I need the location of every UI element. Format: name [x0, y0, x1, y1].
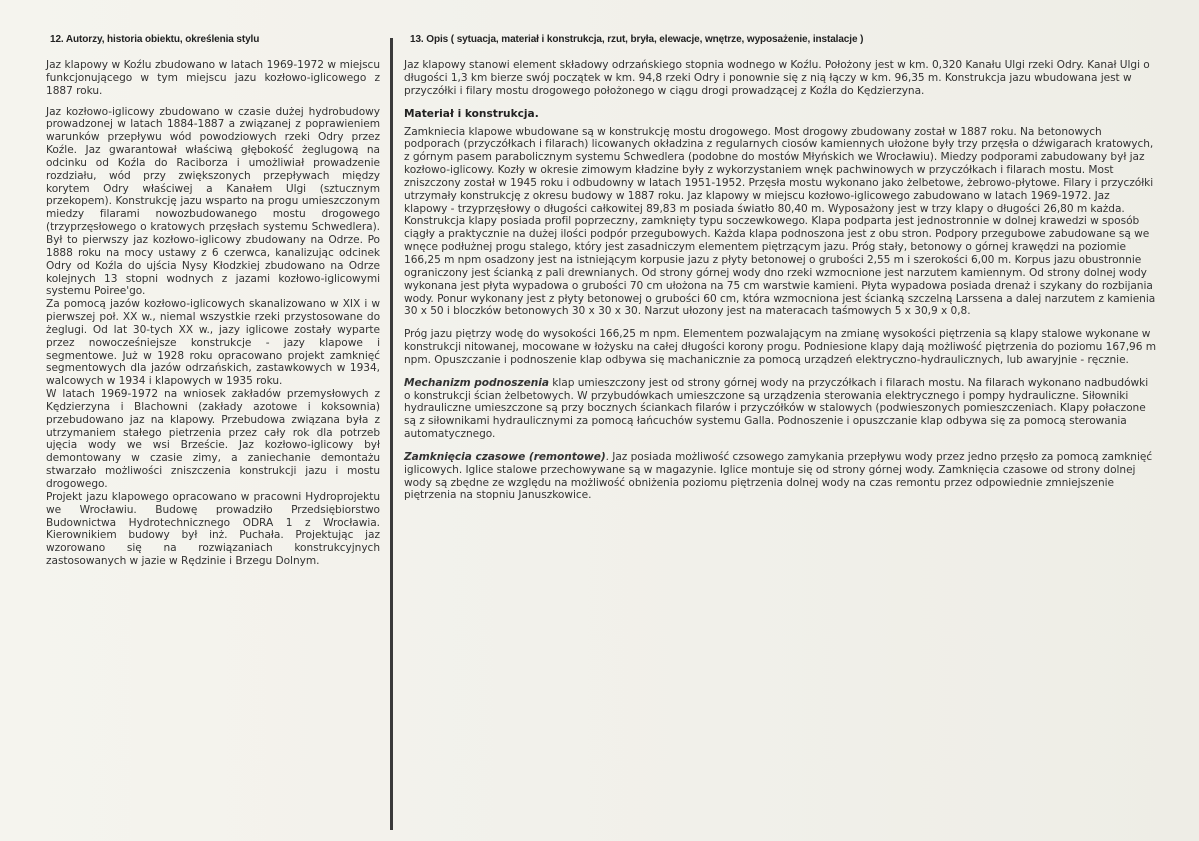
description-intro: Jaz klapowy stanowi element składowy odrzańskiego stopnia wodnego w Koźlu. Położony jest w km. 0,320 Kanału Ulgi rzeki Odry. Kanał Ulgi o długości 1,3 km bierze swój początek w km. 94,8 rzeki Odry i ponownie się z nią łączy w km. 96,35 m. Konstrukcja jazu wbudowana jest w przyczółki i filary mostu drogowego położonego w ciągu drogi prowadzącej z Koźla do Kędzierzyna. — [404, 59, 1150, 97]
material-construction-subheading: Materiał i konstrukcja. — [404, 107, 539, 120]
damming-paragraph: Próg jazu piętrzy wodę do wysokości 166,25 m npm. Elementem pozwalającym na zmianę wysokości piętrzenia są klapy stalowe wykonane w konstrukcji nitowanej, mocowane w łożysku na całej długości korony progu. Podniesione klapy dają możliwość piętrzenia do poziomu 167,96 m npm. Opuszczanie i podnoszenie klap odbywa się machanicznie za pomocą urządzeń elektryczno-hydraulicznych, lub awaryjnie - ręcznie. — [404, 328, 1156, 366]
temporary-closures-paragraph — [404, 451, 1156, 502]
mechanism-paragraph — [404, 377, 1156, 441]
mechanism-text: klap umieszczony jest od strony górnej wody na przyczółkach i filarach mostu. Na filarach wykonano nadbudówki o konstrukcji ścian żelbetowych. W przybudówkach umieszczone są urządzenia sterowania elektrycznego i pompy hydrauliczne. Siłowniki hydrauliczne umieszczone są przy bocznych ściankach filarów i przyczółków w stalowych (podwieszonych pomieszczeniach. Klapy połaczone są z siłownikami hydraulicznymi za pomocą łańcuchów systemu Galla. Podnoszenie i opuszczanie klap odbywa się za pomocą sterowania automatycznego. — [404, 376, 1149, 441]
column-divider — [390, 38, 393, 830]
right-column — [404, 34, 1156, 502]
history-paragraph-1: Jaz klapowy w Koźlu zbudowano w latach 1969-1972 w miejscu funkcjonującego w tym miejscu jazu kozłowo-iglicowego z 1887 roku. — [46, 59, 380, 97]
history-paragraph-2: Jaz kozłowo-iglicowy zbudowano w czasie dużej hydrobudowy prowadzonej w latach 1884-1887 a związanej z poprawieniem warunków przepływu wód powodziowych rzeki Odry przez Koźle. Jaz gwarantował właściwą głębokość żeglugową na odcinku od Koźla do Raciborza i umożliwiał prowadzenie rozdziału, wód przy zwiększonych przepływach między korytem Odry właściwej a Kanałem Ulgi (sztucznym przekopem). Konstrukcję jazu wsparto na progu umieszczonym miedzy filarami nowozbudowanego mostu drogowego (trzyprzęsłowego o kratowych przęsłach systemu Schwedlera). Był to pierwszy jaz kozłowo-iglicowy zbudowany na Odrze. Po 1888 roku na mocy ustawy z 6 czerwca, kanalizując odcinek Odry od Koźla do ujścia Nysy Kłodzkiej zbudowano na Odrze kolejnych 13 stopni wodnych z jazami kozłowo-iglicowymi systemu Poiree'go. — [46, 105, 380, 298]
mechanism-lead: Mechanizm podnoszenia — [404, 376, 549, 389]
history-paragraph-3: Za pomocą jazów kozłowo-iglicowych skanalizowano w XIX i w pierwszej poł. XX w., niemal wszystkie rzeki przystosowane do żeglugi. Od lat 30-tych XX w., jazy iglicowe zostały wyparte przez nowocześniejsze konstrukcje - jazy klapowe i segmentowe. Już w 1928 roku opracowano projekt zamknięć segmentowych dla jazów odrzańskich, zastawkowych w 1934, walcowych w 1934 i klapowych w 1935 roku. — [46, 298, 380, 388]
left-column — [46, 34, 380, 568]
section-12-heading: 12. Autorzy, historia obiektu, określenia stylu — [50, 34, 260, 45]
history-paragraph-4: W latach 1969-1972 na wniosek zakładów przemysłowych z Kędzierzyna i Blachowni (zakłady azotowe i koksownia) przebudowano jaz na klapowy. Przebudowa związana była z utrzymaniem stałego pietrzenia przez cały rok dla potrzeb ujęcia wody we wsi Brzeście. Jaz kozłowo-iglicowy był demontowany w czasie zimy, a zaniechanie demontażu stwarzało możliwości zniszczenia konstrukcji jazu i mostu drogowego. — [46, 388, 380, 490]
construction-paragraph: Zamkniecia klapowe wbudowane są w konstrukcję mostu drogowego. Most drogowy zbudowany został w 1887 roku. Na betonowych podporach (przyczółkach i filarach) licowanych okładzina z regularnych ciosów kamiennych ułożone były trzy przęsła o dźwigarach kratowych, z górnym pasem parabolicznym systemu Schwedlera (podobne do mostów Młyńskich we Wrocławiu). Miedzy podporami zabudowany był jaz kozłowo-iglicowy. Kozły w okresie zimowym kładzine były z wykorzystaniem wnęk pachwinowych w przyczółkach i filarach mostu. Most zniszczony został w 1945 roku i odbudowny w latach 1951-1952. Przęsła mostu wykonano jako żelbetowe, żebrowo-płytowe. Filary i przyczółki utrzymały konstrukcję z okresu budowy w 1887 roku. Jaz klapowy w miejscu kozłowo-iglicowego zabudowano w latach 1969-1972. Jaz klapowy - trzyprzęsłowy o długości całkowitej 89,83 m posiada światło 80,40 m. Wyposażony jest w trzy klapy o długości 26,80 m każda. Konstrukcja klapy posiada profil poprzeczny, zamknięty typu soczewkowego. Klapa podparta jest jednostronnie w dolnej krawedzi w sposób ciągły a praktycznie na dużej ilości podpór przegubowych. Każda klapa podnoszona jest z obu stron. Podpory przegubowe zabudowane są we wnęce podłużnej progu stalego, który jest zasadniczym elementem piętrzącym jazu. Próg stały, betonowy o górnej krawędzi na poziomie 166,25 m npm osadzony jest na istniejącym korpusie jazu z płyty betonowej o grubości 2,55 m i szerokości 6,00 m. Korpus jazu obustronnie ograniczony jest ścianką z pali drewnianych. Od strony górnej wody dno rzeki wzmocnione jest narzutem kamiennym. Od strony dolnej wody wykonana jest płyta wypadowa o grubości 70 cm ułożona na 75 cm warstwie kamieni. Płyta wypadowa posiada drenaż i szykany do rozbijania wody. Ponur wykonany jest z płyty betonowej o grubości 60 cm, która wzmocniona jest ścianką szczelną Larssena a dalej narzutem z kamienia 30 x 50 i bloczków betonowych 30 x 30 x 30. Narzut ułozony jest na materacach taśmowych 5 x 30,9 x 0,8. — [404, 125, 1156, 318]
temporary-closures-text: . Jaz posiada możliwość czsowego zamykania przepływu wody przez jedno przęsło za pomocą zamknięć iglicowych. Iglice stalowe przechowywane są w magazynie. Iglice montuje się od strony górnej wody. Zamknięcia czasowe od strony dolnej wody są zbędne ze względu na możliwość obniżenia poziomu piętrzenia dolnej wody na czas remontu przez odpowiednie zmniejszenie piętrzenia na stopniu Januszkowice. — [404, 450, 1153, 502]
history-paragraph-5: Projekt jazu klapowego opracowano w pracowni Hydroprojektu we Wrocławiu. Budowę prowadziło Przedsiębiorstwo Budownictwa Hydrotechnicznego ODRA 1 z Wrocławia. Kierownikiem budowy był inż. Puchała. Projektując jaz wzorowano się na rozwiązaniach konstrukcyjnych zastosowanych w jazie w Rędzinie i Brzegu Dolnym. — [46, 490, 380, 568]
temporary-closures-lead: Zamknięcia czasowe (remontowe) — [404, 450, 606, 463]
section-13-heading: 13. Opis ( sytuacja, materiał i konstrukcja, rzut, bryła, elewacje, wnętrze, wyposażenie, instalacje ) — [410, 34, 864, 45]
